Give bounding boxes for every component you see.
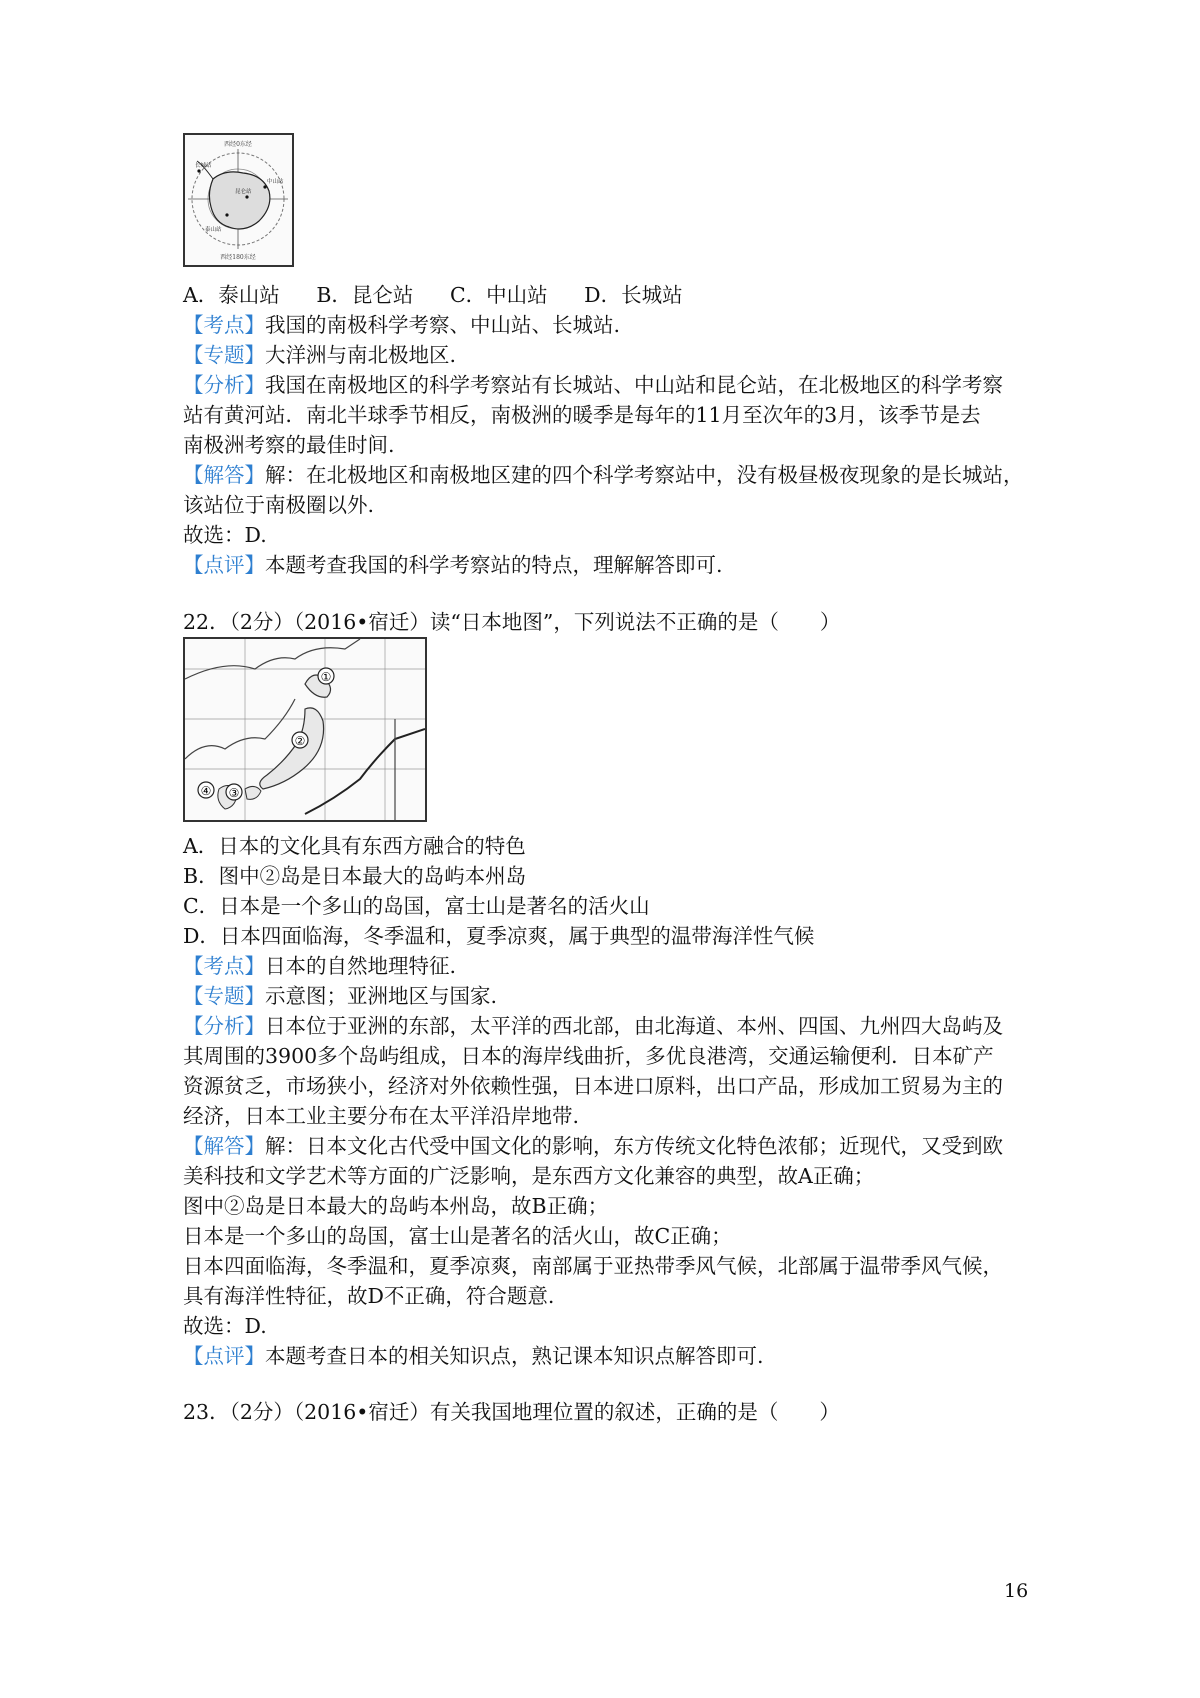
q21-kaodian	[183, 311, 620, 339]
q21-option-c: C．中山站	[449, 283, 548, 307]
q23-stem: 23．（2分）（2016•宿迁）有关我国地理位置的叙述，正确的是（ ）	[183, 1400, 840, 1424]
q22-option-b: B．图中②岛是日本最大的岛屿本州岛	[183, 864, 527, 888]
map-label-2: 中山站	[267, 179, 284, 185]
q22-jieda-line-6: 具有海洋性特征，故D不正确，符合题意.	[183, 1284, 555, 1308]
jieda-line: 解：在北极地区和南极地区建的四个科学考察站中，没有极昼极夜现象的是长城站，	[265, 463, 1024, 487]
q21-zhuanti	[183, 341, 456, 369]
map-label-1: 长城站	[195, 163, 212, 169]
antarctica-map-figure	[183, 133, 294, 267]
q21-fenxi-line-3: 南极洲考察的最佳时间.	[183, 433, 395, 457]
kaodian-tag: 【考点】	[183, 313, 265, 337]
q22-fenxi-line-4: 经济，日本工业主要分布在太平洋沿岸地带.	[183, 1104, 580, 1128]
q22-dianping	[183, 1342, 764, 1370]
zhuanti-text: 大洋洲与南北极地区.	[265, 343, 457, 367]
dianping-text: 本题考查我国的科学考察站的特点，理解解答即可.	[265, 553, 723, 577]
q21-fenxi-line-2: 站有黄河站．南北半球季节相反，南极洲的暖季是每年的11月至次年的3月，该季节是去	[183, 403, 981, 427]
q22-fenxi-line-3: 资源贫乏，市场狭小，经济对外依赖性强，日本进口原料，出口产品，形成加工贸易为主的	[183, 1074, 1003, 1098]
q21-fenxi	[183, 371, 1003, 399]
page-number: 16	[1004, 1580, 1029, 1602]
q22-option-d: D．日本四面临海，冬季温和，夏季凉爽，属于典型的温带海洋性气候	[183, 924, 815, 948]
q21-options	[183, 281, 713, 309]
dianping-text: 本题考查日本的相关知识点，熟记课本知识点解答即可.	[265, 1344, 764, 1368]
map-marker-1	[318, 668, 334, 684]
map-marker-2	[292, 732, 308, 748]
kaodian-tag: 【考点】	[183, 954, 265, 978]
zhuanti-tag: 【专题】	[183, 343, 265, 367]
svg-text:③: ③	[228, 786, 240, 800]
q21-jieda	[183, 461, 1024, 489]
jieda-tag: 【解答】	[183, 463, 265, 487]
japan-map-figure	[183, 637, 427, 822]
svg-text:④: ④	[200, 784, 212, 798]
q22-stem: 22．（2分）（2016•宿迁）读“日本地图”，下列说法不正确的是（ ）	[183, 610, 841, 634]
svg-text:②: ②	[294, 734, 306, 748]
q22-option-a: A．日本的文化具有东西方融合的特色	[183, 834, 526, 858]
dianping-tag: 【点评】	[183, 1344, 265, 1368]
q22-jieda-line-2: 美科技和文学艺术等方面的广泛影响，是东西方文化兼容的典型，故A正确；	[183, 1164, 875, 1188]
q22-jieda-line-5: 日本四面临海，冬季温和，夏季凉爽，南部属于亚热带季风气候，北部属于温带季风气候，	[183, 1254, 1003, 1278]
kaodian-text: 日本的自然地理特征.	[265, 954, 457, 978]
q22-jieda-line-4: 日本是一个多山的岛国，富士山是著名的活火山，故C正确；	[183, 1224, 732, 1248]
fenxi-tag: 【分析】	[183, 373, 265, 397]
q21-option-b: B．昆仑站	[316, 283, 414, 307]
q22-option-c: C．日本是一个多山的岛国，富士山是著名的活火山	[183, 894, 650, 918]
jieda-tag: 【解答】	[183, 1134, 265, 1158]
jieda-line: 解：日本文化古代受中国文化的影响，东方传统文化特色浓郁；近现代，又受到欧	[265, 1134, 1003, 1158]
svg-text:①: ①	[320, 670, 332, 684]
q21-option-a: A．泰山站	[183, 283, 280, 307]
q21-answer: 故选：D.	[183, 523, 267, 547]
q22-answer: 故选：D.	[183, 1314, 267, 1338]
fenxi-tag: 【分析】	[183, 1014, 265, 1038]
q22-kaodian	[183, 952, 456, 980]
zhuanti-tag: 【专题】	[183, 984, 265, 1008]
fenxi-line: 我国在南极地区的科学考察站有长城站、中山站和昆仑站，在北极地区的科学考察	[265, 373, 1003, 397]
map-bottom-label: 西经180东经	[220, 254, 256, 261]
q21-jieda-line-2: 该站位于南极圈以外.	[183, 493, 375, 517]
zhuanti-text: 示意图；亚洲地区与国家.	[265, 984, 498, 1008]
q22-jieda-line-3: 图中②岛是日本最大的岛屿本州岛，故B正确；	[183, 1194, 609, 1218]
q22-jieda	[183, 1132, 1003, 1160]
q22-fenxi-line-2: 其周围的3900多个岛屿组成，日本的海岸线曲折，多优良港湾，交通运输便利．日本矿产	[183, 1044, 994, 1068]
map-label-3: 昆仑站	[235, 189, 252, 195]
map-marker-4	[198, 782, 214, 798]
fenxi-line: 日本位于亚洲的东部，太平洋的西北部，由北海道、本州、四国、九州四大岛屿及	[265, 1014, 1003, 1038]
dianping-tag: 【点评】	[183, 553, 265, 577]
q22-zhuanti	[183, 982, 497, 1010]
q21-option-d: D．长城站	[584, 283, 683, 307]
q22-fenxi	[183, 1012, 1003, 1040]
map-marker-3	[226, 784, 242, 800]
kaodian-text: 我国的南极科学考察、中山站、长城站.	[265, 313, 621, 337]
map-label-4: 泰山站	[205, 227, 222, 233]
q21-dianping	[183, 551, 723, 579]
map-top-label: 西经0东经	[224, 141, 252, 148]
